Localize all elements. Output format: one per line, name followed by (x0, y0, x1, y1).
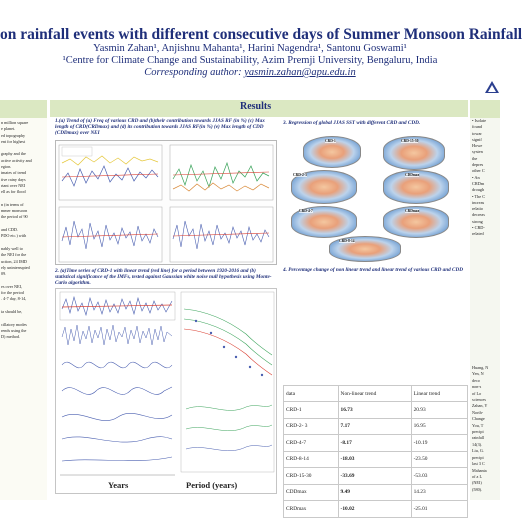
map-label-crd-8-14: CRD-8-14 (339, 239, 355, 243)
left-section-header-bar (0, 100, 47, 118)
right-section-header-bar (470, 100, 500, 118)
university-logo-icon (484, 80, 500, 94)
reference-line: precipi (472, 429, 484, 435)
left-text-line: ia should be, (1, 308, 23, 314)
left-text-line: nably well to (1, 245, 23, 251)
conclusion-bullet-line: decreas (472, 212, 485, 218)
imf-time-series-column (60, 292, 175, 475)
table-row (284, 501, 468, 518)
nonlinear-value: -33.69 (338, 468, 411, 485)
imf-significance-column (181, 292, 274, 472)
column-header: data (284, 386, 339, 402)
conclusion-bullet-line: systen (472, 149, 483, 155)
nonlinear-value: 7.17 (338, 418, 411, 435)
linear-value: -23.50 (411, 451, 467, 468)
reference-line: You, T (472, 422, 484, 428)
left-text-line: graphy and the (1, 151, 26, 157)
left-text-line: n (in terms of (1, 201, 24, 207)
row-label: CRDmax (284, 501, 339, 518)
reference-line: Change (472, 416, 485, 422)
conclusion-bullet-line: relatio (472, 206, 483, 212)
left-text-line: es over NEI, (1, 283, 23, 289)
left-text-line: tive rainy days (1, 176, 26, 182)
references-list (470, 365, 500, 493)
table-row (284, 468, 468, 485)
poster-title: on rainfall events with different consecutive days of Summer Monsoon Rainfall (0, 26, 522, 43)
reference-line: deco (472, 377, 480, 383)
right-column-conclusions (470, 100, 500, 500)
conclusion-bullet-line: • An (472, 174, 480, 180)
column-header: Linear trend (411, 386, 467, 402)
reference-line: last 3 C (472, 461, 485, 467)
left-text-line: for the period (1, 290, 24, 296)
nonlinear-value: 16.73 (338, 402, 411, 419)
left-text-line: . 4-7 day, 8-14, (1, 296, 27, 302)
left-text-line: ell as for flood (1, 189, 26, 195)
table-row (284, 435, 468, 452)
reference-line: of a L (472, 473, 482, 479)
corresponding-author (0, 67, 500, 78)
figure-1-graphic (56, 141, 278, 266)
reference-line: Yen, N (472, 371, 484, 377)
conclusion-bullet-line: increas (472, 199, 485, 205)
conclusion-bullet-line: • Isolate (472, 118, 487, 123)
conclusion-bullet-line: • The C (472, 193, 486, 199)
reference-line: rainfall (472, 435, 485, 441)
left-text-line: the period of 90 (1, 214, 28, 220)
row-label: CRD-4-7 (284, 435, 339, 452)
corresponding-label: Corresponding author: (144, 67, 242, 78)
left-text-line: and CDD. (1, 227, 18, 233)
column-header: Non-linear trend (338, 386, 411, 402)
left-text-line: PDO etc.) with (1, 233, 27, 239)
nonlinear-value: -8.17 (338, 435, 411, 452)
table-header-row (284, 386, 468, 402)
conclusion-bullet-line: the (472, 155, 478, 161)
row-label: CDDmax (284, 484, 339, 501)
left-text-line: 09. (1, 271, 7, 277)
map-label-crd-2-3: CRD-2-3 (293, 173, 307, 177)
figure-3-caption: 3. Regression of global JJAS SST with different CRD and CDD. (283, 120, 421, 126)
nonlinear-value: -18.03 (338, 451, 411, 468)
conclusion-bullet-line: related (472, 231, 484, 237)
x-axis-period-label: Period (years) (186, 480, 238, 490)
map-label-crd-15-30: CRD-15-30 (401, 139, 419, 143)
figure-4-caption: 4. Percentage change of non linear trend and linear trend of various CRD and CDD (283, 267, 463, 273)
reference-line: (NEI) (472, 480, 482, 486)
map-label-crd-4-7: CRD-4-7 (299, 209, 313, 213)
table-row (284, 402, 468, 419)
linear-value: -53.03 (411, 468, 467, 485)
left-text-line: ely uninterrupted (1, 264, 30, 270)
linear-value: -10.19 (411, 435, 467, 452)
figure-1-caption: 1.(a) Trend of (a) Freq of various CRD and (b)their contribution towards JJAS RF (in %) (c) Max length of CRD(CRDmax) and (d) its contribution towards JJAS RF(in %) (e) Max length of CDD (CDDmax) over NEI (55, 118, 265, 137)
linear-value: 16.95 (411, 418, 467, 435)
figure-1-trend-panels (55, 140, 277, 265)
left-text-line: uction, 24 IMD (1, 258, 27, 264)
corresponding-email[interactable]: yasmin.zahan@apu.edu.in (244, 67, 356, 78)
map-label-cddmax: CDDmax (405, 173, 420, 177)
conclusion-bullet-line: Howe (472, 143, 483, 149)
x-axis-years-label: Years (108, 480, 129, 490)
results-title: Results (240, 101, 272, 112)
conclusion-bullet-line: strong (472, 218, 483, 224)
left-text-line: active activity and (1, 157, 32, 163)
figure-3-sst-maps (283, 136, 468, 262)
conclusion-bullet-line: found (472, 124, 483, 130)
conclusion-bullets (470, 118, 500, 238)
row-label: CRD-8-14 (284, 451, 339, 468)
left-text-line: ed topography (1, 132, 26, 138)
author-list: Yasmin Zahan¹, Anjishnu Mahanta¹, Harini Nagendra¹, Santonu Goswami¹ (93, 43, 407, 54)
linear-value: -25.01 (411, 501, 467, 518)
poster-header (0, 0, 522, 96)
left-text-line: the NEI for the (1, 252, 27, 258)
reference-line: sciences (472, 397, 486, 403)
reference-line: Huang, N (472, 365, 489, 370)
affiliation: ¹Centre for Climate Change and Sustainability, Azim Premji University, Bengaluru, India (62, 55, 438, 66)
table-row (284, 484, 468, 501)
conclusion-bullet-line: signif (472, 136, 482, 142)
left-text-line: rends using the (1, 327, 27, 333)
row-label: CRD-2- 3 (284, 418, 339, 435)
reference-line: precipi (472, 454, 484, 460)
conclusion-bullet-line: CRDm (472, 180, 485, 186)
left-text-line: egion. (1, 164, 12, 170)
table-row (284, 418, 468, 435)
figure-2-graphic (56, 289, 278, 495)
reference-line: non-s (472, 384, 482, 390)
reference-line: Zahan, Y (472, 403, 488, 409)
left-text-line: rtant over NEI (1, 182, 26, 188)
conclusion-bullet-line: depres (472, 162, 484, 168)
row-label: CRD-1 (284, 402, 339, 419)
conclusion-bullet-line: • CRD- (472, 225, 485, 231)
left-text-line: D) method. (1, 334, 21, 340)
figure-2-imf-panels (55, 288, 277, 494)
conclusion-bullet-line: towar (472, 130, 482, 136)
linear-value: 20.93 (411, 402, 467, 419)
left-text-line: n million square (1, 120, 29, 125)
map-label-crdmax: CRDmax (405, 209, 420, 213)
trend-percentage-table (283, 385, 468, 518)
nonlinear-value: -10.02 (338, 501, 411, 518)
reference-line: (580). (472, 486, 483, 492)
conclusion-bullet-line: other C (472, 168, 485, 174)
reference-line: of Lo (472, 390, 482, 396)
left-column-introduction (0, 100, 47, 500)
map-label-crd-1: CRD-1 (325, 139, 336, 143)
linear-value: 14.23 (411, 484, 467, 501)
reference-line: 14(3). (472, 441, 483, 447)
row-label: CRD-15-30 (284, 468, 339, 485)
reference-line: Mahanta (472, 467, 487, 473)
left-column-text (0, 118, 47, 340)
left-text-line: cillatory modes (1, 321, 27, 327)
conclusion-bullet-line: drough (472, 187, 485, 193)
left-text-line: imates of trend (1, 170, 27, 176)
reference-line: Liu, G. (472, 448, 484, 454)
figure-2-caption: 2. (a)Time series of CRD-1 with linear trend (red line) for a period between 1920-2016 and (b) statistical significance of the IMFs, tested against Gaussian white noise null hypothesis using Monte-Carlo algorithm. (55, 268, 272, 287)
nonlinear-value: 9.49 (338, 484, 411, 501)
left-text-line: ent for highest (1, 138, 26, 144)
left-text-line: e planet. (1, 126, 16, 132)
reference-line: North- (472, 409, 484, 415)
table-row (284, 451, 468, 468)
left-text-line: mmer monsoon (1, 208, 28, 214)
